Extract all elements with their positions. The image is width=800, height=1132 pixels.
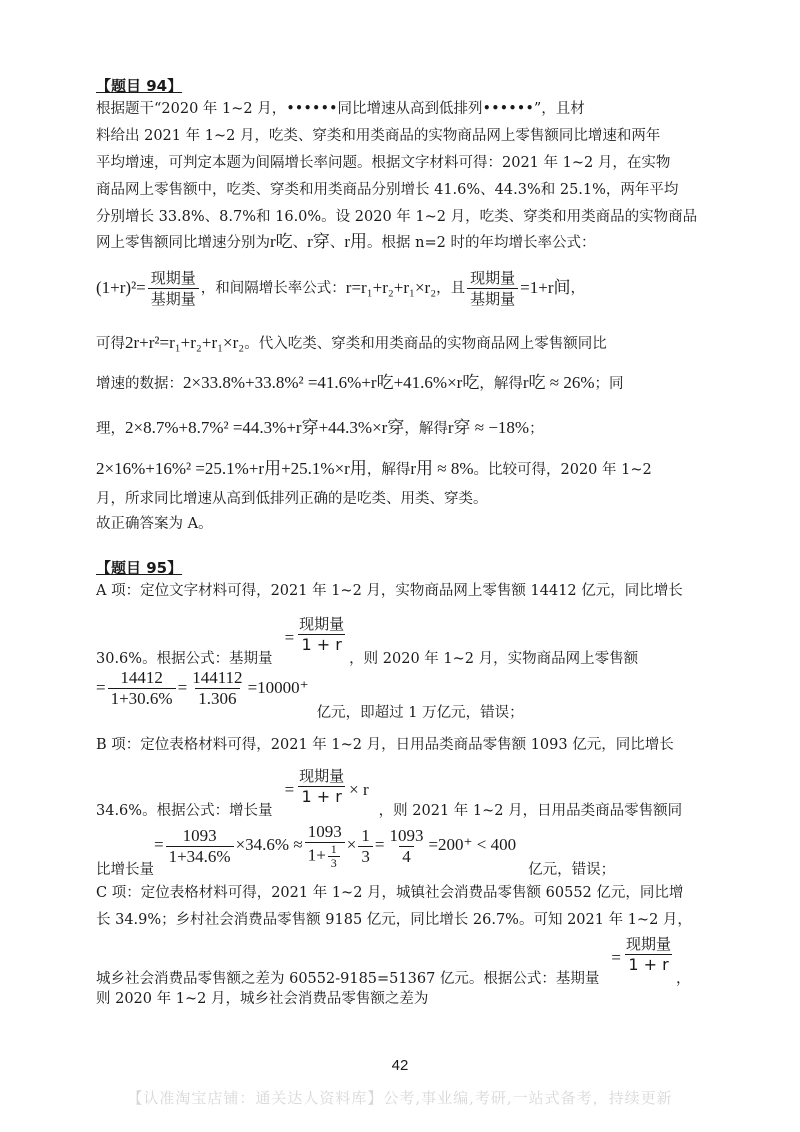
formula-chuan-equation: 2×8.7%+8.7%² =44.3%+r穿+44.3%×r穿 — [125, 418, 405, 437]
q94-text-line: 月，所求同比增速从高到低排列正确的是吃类、用类、穿类。 — [96, 491, 488, 507]
q95-formula-line: 城乡社会消费品零售额之差为 60552-9185=51367 亿元。根据公式：基期量= $\frac{\text{现期量}}{1 + r}$ ， — [96, 935, 691, 987]
fraction-current-over-base: $\frac{\text{现期量}}{\text{基期量}}$ — [467, 268, 518, 309]
formula-chi-result: r吃 ≈ 26% — [522, 373, 595, 392]
q94-formula-line: 理，2×8.7%+8.7%² =44.3%+r穿+44.3%×r穿，解得r穿 ≈ −18%； — [96, 418, 544, 437]
q94-formula-line: 增速的数据：2×33.8%+33.8%² =41.6%+r吃+41.6%×r吃，解得r吃 ≈ 26%；同 — [96, 373, 624, 392]
formula-derived: 2r+r²=r₁+r₂+r₁×r₂ — [125, 333, 245, 352]
formula-r-yong: r用 — [344, 232, 368, 251]
formula-interval-growth: r=r₁+r₂+r₁×r₂ — [345, 277, 437, 297]
fraction-1093: $\frac{1093}{1+34.6\%}$ — [166, 826, 234, 867]
q94-text-line: 商品网上零售额中，吃类、穿类和用类商品分别增长 41.6%、44.3%和 25.1%，两年平均 — [96, 182, 679, 198]
formula-chuan-result: r穿 ≈ −18% — [447, 418, 530, 437]
q94-formula-line: (1+r)²= $\frac{\text{现期量}}{\text{基期量}}$ ，和间隔增长率公式：r=r₁+r₂+r₁×r₂，且 $\frac{\text{现期量}}{\text{基期量}}$ =1+r间， — [96, 269, 586, 308]
formula-interval-rate: =1+r间 — [520, 277, 571, 297]
q95-formula-line: 30.6%。根据公式：基期量= $\frac{\text{现期量}}{1 + r}$ ，则 2020 年 1~2 月，实物商品网上零售额 — [96, 615, 639, 667]
q94-text-line: 分别增长 33.8%、8.7%和 16.0%。设 2020 年 1~2 月，吃类、穿类和用类商品的实物商品 — [96, 209, 698, 225]
fraction-14412: $\frac{14412}{1+30.6\%}$ — [108, 668, 176, 709]
formula-chi-equation: 2×33.8%+33.8%² =41.6%+r吃+41.6%×r吃 — [183, 373, 480, 392]
q94-answer: 故正确答案为 A。 — [96, 516, 213, 532]
page-number: 42 — [391, 1057, 409, 1074]
q95-text-line: A 项：定位文字材料可得，2021 年 1~2 月，实物商品网上零售额 14412 亿元，同比增长 — [96, 583, 683, 599]
q94-text-line: 根据题干“2020 年 1~2 月，••••••同比增速从高到低排列••••••”，且材 — [96, 101, 585, 117]
q95-formula-line: 比增长量= $\frac{1093}{1+34.6\%}$ ×34.6% ≈ 1093 1+ $\frac{1}{3}$ × $\frac{1}{3}$ = $\frac{1093}{4}$ =200⁺ < 400亿元，错误； — [96, 822, 616, 878]
q95-text-line: 长 34.9%；乡村社会消费品零售额 9185 亿元，同比增长 26.7%。可知 2021 年 1~2 月， — [96, 912, 692, 928]
q94-text-line: 料给出 2021 年 1~2 月，吃类、穿类和用类商品的实物商品网上零售额同比增速和两年 — [96, 128, 661, 144]
q95-text-line: 则 2020 年 1~2 月，城乡社会消费品零售额之差为 — [96, 991, 429, 1007]
fraction-current-over-1-plus-r: $\frac{\text{现期量}}{1 + r}$ — [299, 767, 345, 806]
q94-formula-line: 可得2r+r²=r₁+r₂+r₁×r₂。代入吃类、穿类和用类商品的实物商品网上零售额同比 — [96, 333, 607, 352]
question-94-title: 【题目 94】 — [96, 77, 183, 95]
formula-result: =10000⁺ — [247, 677, 309, 697]
fraction-1093-over-4: $\frac{1093}{4}$ — [389, 825, 424, 866]
q95-text-line: C 项：定位表格材料可得，2021 年 1~2 月，城镇社会消费品零售额 60552 亿元，同比增 — [96, 885, 684, 901]
fraction-current-over-1-plus-r: $\frac{\text{现期量}}{1 + r}$ — [299, 615, 345, 654]
fraction-one-third: $\frac{1}{3}$ — [358, 826, 373, 867]
formula-result: =200⁺ < 400 — [428, 835, 517, 854]
fraction-current-over-1-plus-r: $\frac{\text{现期量}}{1 + r}$ — [626, 935, 672, 974]
q94-text-line: 平均增速，可判定本题为间隔增长率问题。根据文字材料可得：2021 年 1~2 月，在实物 — [96, 155, 671, 171]
fraction-144112: $\frac{144112}{1.306}$ — [192, 668, 243, 708]
formula-r-chi: r吃 — [270, 232, 293, 251]
fraction-current-over-base: $\frac{\text{现期量}}{\text{基期量}}$ — [148, 268, 199, 309]
fraction-1093-nested: 1093 1+ $\frac{1}{3}$ — [305, 822, 345, 870]
q95-formula-line: 34.6%。根据公式：增长量= $\frac{\text{现期量}}{1 + r}$ × r，则 2021 年 1~2 月，日用品类商品零售额同 — [96, 767, 683, 819]
q95-text-line: B 项：定位表格材料可得，2021 年 1~2 月，日用品类商品零售额 1093 亿元，同比增长 — [96, 737, 674, 753]
footer-watermark: 【认准淘宝店铺：通关达人资料库】公考,事业编,考研,一站式备考，持续更新 — [127, 1089, 673, 1107]
q95-formula-line: = $\frac{14412}{1+30.6\%}$ = $\frac{144112}{1.306}$ =10000⁺亿元，即超过 1 万亿元，错误； — [96, 668, 524, 721]
formula-yong-result: r用 ≈ 8% — [410, 459, 474, 478]
q94-formula-line: 2×16%+16%² =25.1%+r用+25.1%×r用，解得r用 ≈ 8%。比较可得，2020 年 1~2 — [96, 459, 652, 478]
formula-r-chuan: r穿 — [307, 232, 330, 251]
q94-text-line: 网上零售额同比增速分别为r吃、r穿、r用。根据 n=2 时的年均增长率公式： — [96, 232, 596, 251]
formula-yong-equation: 2×16%+16%² =25.1%+r用+25.1%×r用 — [96, 459, 367, 478]
formula-annual-growth: (1+r)²= — [96, 277, 146, 297]
question-95-title: 【题目 95】 — [96, 559, 183, 577]
